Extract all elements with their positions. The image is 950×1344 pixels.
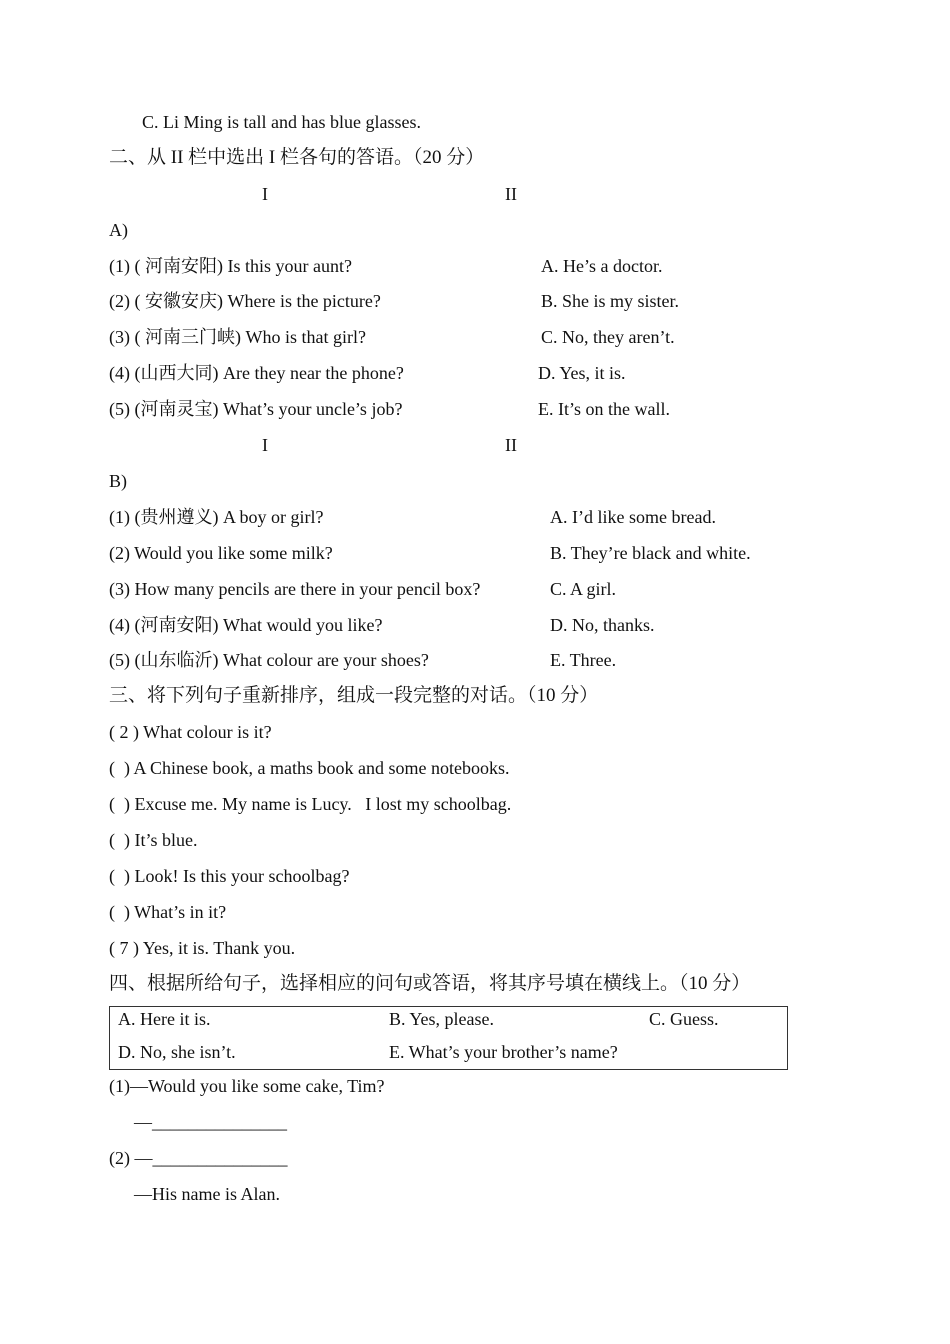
- reorder-line: ( ) It’s blue.: [109, 830, 198, 850]
- option: B. Yes, please.: [389, 1009, 495, 1029]
- part-a-question: (3) ( 河南三门峡) Who is that girl?: [109, 327, 366, 347]
- option: C. Guess.: [649, 1009, 719, 1029]
- reorder-line: ( 7 ) Yes, it is. Thank you.: [109, 938, 296, 958]
- part-b-answer: B. They’re black and white.: [550, 543, 751, 563]
- part-a-answer: A. He’s a doctor.: [541, 256, 663, 276]
- reorder-line: ( ) Look! Is this your schoolbag?: [109, 866, 350, 886]
- option: E. What’s your brother’s name?: [389, 1042, 618, 1062]
- part-b-question: (4) (河南安阳) What would you like?: [109, 615, 383, 635]
- part-a-question: (1) ( 河南安阳) Is this your aunt?: [109, 256, 352, 276]
- option: D. No, she isn’t.: [118, 1042, 236, 1062]
- column-ii-header: II: [505, 435, 517, 455]
- part-b-answer: A. I’d like some bread.: [550, 507, 716, 527]
- part-b-answer: D. No, thanks.: [550, 615, 655, 635]
- part-b-answer: C. A girl.: [550, 579, 617, 599]
- part-a-answer: D. Yes, it is.: [538, 363, 626, 383]
- section-4-heading: 四、根据所给句子，选择相应的问句或答语，将其序号填在横线上。（10 分）: [109, 973, 751, 994]
- part-a-question: (5) (河南灵宝) What’s your uncle’s job?: [109, 399, 403, 419]
- part-a-question: (4) (山西大同) Are they near the phone?: [109, 363, 404, 383]
- part-a-answer: B. She is my sister.: [541, 291, 680, 311]
- column-ii-header: II: [505, 184, 517, 204]
- part-b-question: (2) Would you like some milk?: [109, 543, 333, 563]
- reorder-line: ( ) Excuse me. My name is Lucy. I lost my schoolbag.: [109, 794, 512, 814]
- reorder-line: ( ) A Chinese book, a maths book and some notebooks.: [109, 758, 510, 778]
- dialogue-line: —His name is Alan.: [134, 1184, 280, 1204]
- part-a-label: A): [109, 220, 128, 240]
- part-b-question: (1) (贵州遵义) A boy or girl?: [109, 507, 324, 527]
- previous-option-c: C. Li Ming is tall and has blue glasses.: [142, 112, 421, 132]
- part-b-label: B): [109, 471, 127, 491]
- column-i-header: I: [262, 435, 268, 455]
- option: A. Here it is.: [118, 1009, 211, 1029]
- part-a-answer: C. No, they aren’t.: [541, 327, 675, 347]
- section-2-heading: 二、从 II 栏中选出 I 栏各句的答语。（20 分）: [109, 147, 485, 168]
- part-a-question: (2) ( 安徽安庆) Where is the picture?: [109, 291, 381, 311]
- dialogue-line: (1)—Would you like some cake, Tim?: [109, 1076, 385, 1096]
- section-3-heading: 三、将下列句子重新排序，组成一段完整的对话。（10 分）: [109, 685, 599, 706]
- dialogue-line[interactable]: (2) —_______________: [109, 1148, 288, 1168]
- column-i-header: I: [262, 184, 268, 204]
- part-b-answer: E. Three.: [550, 650, 617, 670]
- answer-blank[interactable]: —_______________: [134, 1112, 287, 1132]
- part-a-answer: E. It’s on the wall.: [538, 399, 670, 419]
- part-b-question: (5) (山东临沂) What colour are your shoes?: [109, 650, 429, 670]
- reorder-line: ( 2 ) What colour is it?: [109, 722, 272, 742]
- reorder-line: ( ) What’s in it?: [109, 902, 227, 922]
- part-b-question: (3) How many pencils are there in your pencil box?: [109, 579, 481, 599]
